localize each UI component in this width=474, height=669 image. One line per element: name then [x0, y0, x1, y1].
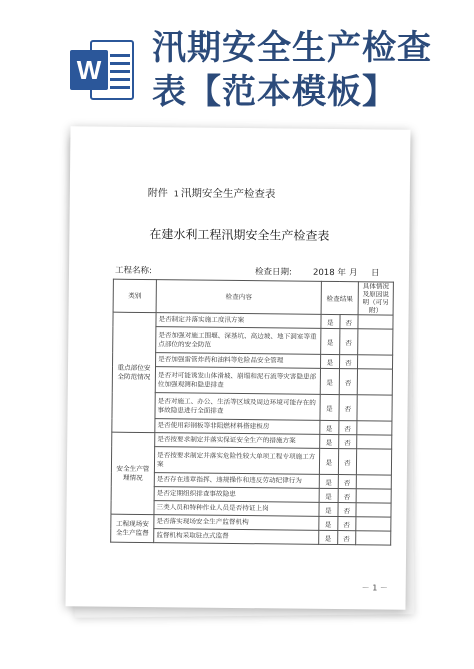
note-cell[interactable]: [357, 355, 392, 369]
form-meta: [114, 264, 380, 279]
note-cell[interactable]: [356, 475, 391, 489]
result-no[interactable]: 否: [337, 503, 356, 517]
note-cell[interactable]: [356, 531, 391, 545]
result-yes[interactable]: 是: [319, 530, 338, 544]
result-yes[interactable]: 是: [320, 368, 339, 394]
result-no[interactable]: 否: [337, 517, 356, 531]
check-item: 是否使用彩钢板等非阻燃材料搭建板房: [155, 419, 320, 435]
check-item: 是否对施工、办公、生活等区域及周边环境可能存在的事故隐患进行全面排查: [155, 393, 320, 421]
attachment-title: 汛期安全生产检查表: [180, 187, 276, 201]
check-item: 三类人员和特种作业人员是否持证上岗: [154, 501, 319, 517]
result-no[interactable]: 否: [339, 369, 358, 395]
attachment-number: 1: [173, 189, 179, 199]
result-no[interactable]: 否: [339, 355, 358, 369]
document-title: 在建水利工程汛期安全生产检查表: [149, 227, 330, 243]
banner: [0, 0, 474, 118]
result-yes[interactable]: 是: [319, 448, 338, 474]
header-content: 检查内容: [156, 280, 321, 315]
result-yes[interactable]: 是: [320, 434, 339, 448]
category-cell: 安全生产管理情况: [111, 432, 155, 514]
project-name-label: 工程名称:: [114, 265, 152, 277]
header-category: 类别: [113, 279, 156, 312]
word-badge: W: [70, 50, 108, 90]
check-item: 是否按要求制定并落实危险性较大单项工程专项施工方案: [154, 447, 319, 475]
result-yes[interactable]: 是: [319, 502, 338, 516]
result-no[interactable]: 否: [338, 435, 357, 449]
note-cell[interactable]: [358, 329, 393, 355]
check-item: 是否制定并落实施工度汛方案: [156, 313, 321, 329]
header-note: 具体情况及原因说明（可另附）: [358, 282, 393, 315]
check-item: 是否对可能诱发山体滑坡、崩塌和泥石流等灾害隐患部位加强观测和隐患排查: [155, 367, 320, 395]
check-item: 是否按要求制定并落实保证安全生产的措施方案: [155, 433, 320, 449]
attachment-prefix: 附件: [147, 188, 168, 200]
result-yes[interactable]: 是: [320, 394, 339, 420]
category-cell: 重点部位安全防范情况: [112, 312, 156, 432]
result-no[interactable]: 否: [339, 315, 358, 329]
result-yes[interactable]: 是: [319, 474, 338, 488]
check-item: 是否存在违章指挥、违规操作和违反劳动纪律行为: [154, 473, 319, 489]
checklist-body: [111, 312, 393, 545]
result-yes[interactable]: 是: [319, 516, 338, 530]
word-icon: [64, 36, 138, 106]
page-number: － 1 －: [361, 583, 388, 593]
check-item: 是否加强对施工围堰、深基坑、高边坡、地下洞室等重点部位的安全防范: [156, 327, 321, 355]
note-cell[interactable]: [357, 369, 392, 395]
result-yes[interactable]: 是: [321, 354, 340, 368]
check-item: 是否加强雷管炸药和油料等危险品安全管理: [156, 353, 321, 369]
checklist-table: [110, 279, 394, 546]
note-cell[interactable]: [356, 503, 391, 517]
note-cell[interactable]: [357, 421, 392, 435]
result-yes[interactable]: 是: [320, 420, 339, 434]
result-yes[interactable]: 是: [321, 328, 340, 354]
note-cell[interactable]: [356, 489, 391, 503]
note-cell[interactable]: [357, 395, 392, 421]
note-cell[interactable]: [356, 517, 391, 531]
check-date-label: 检查日期:: [254, 267, 292, 278]
result-no[interactable]: 否: [338, 421, 357, 435]
result-no[interactable]: 否: [339, 329, 358, 355]
category-cell: 工程现场安全生产监督: [111, 514, 154, 542]
header-result: 检查结果: [321, 281, 358, 314]
result-no[interactable]: 否: [337, 531, 356, 545]
check-year: 2018 年: [312, 267, 346, 279]
note-cell[interactable]: [357, 435, 392, 449]
document-page: [65, 126, 410, 610]
check-item: 是否定期组织排查事故隐患: [154, 487, 319, 503]
check-item: 是否落实现场安全生产监督机构: [154, 515, 319, 531]
result-no[interactable]: 否: [338, 475, 357, 489]
result-yes[interactable]: 是: [319, 488, 338, 502]
note-cell[interactable]: [358, 315, 393, 329]
note-cell[interactable]: [356, 449, 391, 475]
check-month: 月: [348, 268, 358, 279]
banner-title: 汛期安全生产检查表【范本模板】: [152, 28, 432, 112]
check-item: 监督机构采取驻点式监督: [154, 529, 319, 545]
result-yes[interactable]: 是: [321, 314, 340, 328]
result-no[interactable]: 否: [338, 449, 357, 475]
attachment-label: [148, 184, 276, 201]
result-no[interactable]: 否: [338, 489, 357, 503]
check-day: 日: [370, 268, 380, 279]
result-no[interactable]: 否: [338, 395, 357, 421]
